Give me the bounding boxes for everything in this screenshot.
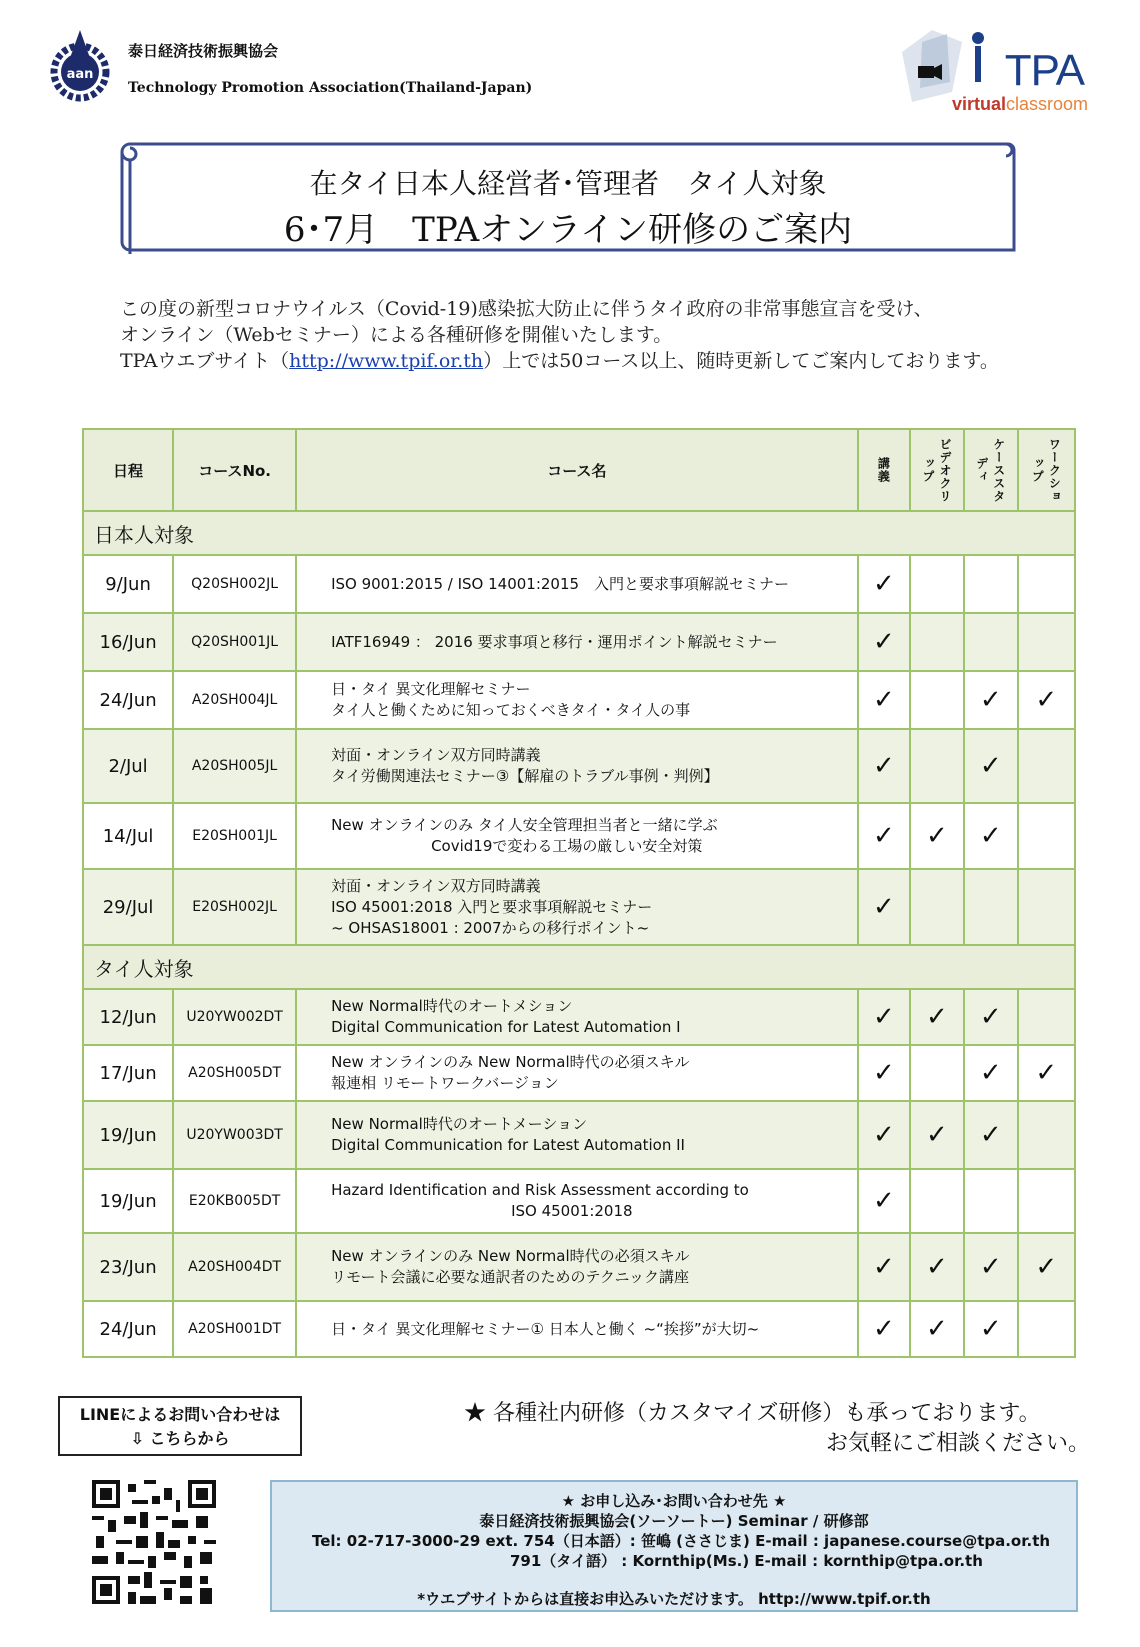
cell-course-name xyxy=(296,1301,858,1357)
logo-text: aan xyxy=(66,67,94,82)
org-name-english: Technology Promotion Association(Thailand-Japan) xyxy=(128,80,533,96)
line-inquiry-label: LINEによるお問い合わせは xyxy=(79,1405,281,1424)
course-name-line: 対面・オンライン双方同時講義 xyxy=(331,746,541,764)
cell-workshop xyxy=(1018,613,1075,671)
cell-video xyxy=(910,671,964,729)
cell-course-no: Q20SH002JL xyxy=(173,555,296,613)
cell-course-no: A20SH004DT xyxy=(173,1233,296,1301)
cell-case: ✓ xyxy=(964,729,1018,803)
cell-course-name xyxy=(296,1101,858,1169)
contact-website-note[interactable]: *ウエブサイトからは直接お申込みいただけます。 http://www.tpif.or.th xyxy=(417,1590,931,1608)
consult-notice: お気軽にご相談ください。 xyxy=(826,1431,1091,1456)
banner-title: 6･7月 TPAオンライン研修のご案内 xyxy=(283,210,853,250)
course-name-line: Hazard Identification and Risk Assessment according to xyxy=(331,1181,749,1199)
cell-course-name xyxy=(296,803,858,869)
title-banner xyxy=(116,138,1020,260)
course-name-line: ~ OHSAS18001 : 2007からの移行ポイント~ xyxy=(331,918,650,937)
cell-lecture: ✓ xyxy=(858,1045,910,1101)
tpa-brand: TPA xyxy=(1004,46,1084,95)
cell-date: 16/Jun xyxy=(83,613,173,671)
cell-workshop xyxy=(1018,1169,1075,1233)
cell-course-no: A20SH005DT xyxy=(173,1045,296,1101)
cell-workshop xyxy=(1018,803,1075,869)
intro-line-3-post: ）上では50コース以上、随時更新してご案内しております。 xyxy=(483,350,999,372)
cell-video xyxy=(910,1169,964,1233)
tpif-website-link[interactable]: http://www.tpif.or.th xyxy=(289,350,484,372)
cell-course-no: E20KB005DT xyxy=(173,1169,296,1233)
cell-case xyxy=(964,613,1018,671)
cell-lecture: ✓ xyxy=(858,613,910,671)
cell-case: ✓ xyxy=(964,803,1018,869)
header-case-study: ケーススタディ xyxy=(964,429,1018,511)
course-name-line: New Normal時代のオートメション xyxy=(331,997,573,1015)
section-thai xyxy=(83,945,1075,989)
course-name-line: IATF16949 ： 2016 要求事項と移行・運用ポイント解説セミナー xyxy=(331,632,778,651)
table-row xyxy=(83,1045,1075,1101)
cell-case: ✓ xyxy=(964,1301,1018,1357)
course-name-line: 日・タイ 異文化理解セミナー xyxy=(331,680,531,698)
cell-course-no: U20YW003DT xyxy=(173,1101,296,1169)
intro-line-3 xyxy=(120,348,1080,374)
cell-course-no: A20SH001DT xyxy=(173,1301,296,1357)
cell-case: ✓ xyxy=(964,671,1018,729)
cell-course-name xyxy=(296,729,858,803)
cell-case: ✓ xyxy=(964,1101,1018,1169)
course-name-line: Digital Communication for Latest Automation II xyxy=(331,1136,685,1154)
table-row xyxy=(83,613,1075,671)
line-inquiry-box[interactable] xyxy=(58,1396,302,1456)
line-qr-code-icon[interactable] xyxy=(92,1480,216,1604)
table-row xyxy=(83,1101,1075,1169)
cell-course-no: Q20SH001JL xyxy=(173,613,296,671)
section-label: 日本人対象 xyxy=(83,511,1075,555)
cell-video xyxy=(910,729,964,803)
header-course-no: コースNo. xyxy=(173,429,296,511)
course-name-line: タイ労働関連法セミナー③【解雇のトラブル事例・判例】 xyxy=(331,767,719,785)
cell-course-no: A20SH004JL xyxy=(173,671,296,729)
custom-training-notice: ★ 各種社内研修（カスタマイズ研修）も承っております。 xyxy=(464,1401,1041,1426)
section-label: タイ人対象 xyxy=(83,945,1075,989)
cell-lecture: ✓ xyxy=(858,1301,910,1357)
virtual-text: virtual xyxy=(951,94,1006,114)
cell-lecture: ✓ xyxy=(858,989,910,1045)
cell-course-no: U20YW002DT xyxy=(173,989,296,1045)
cell-course-name xyxy=(296,1233,858,1301)
course-name-line: New オンラインのみ New Normal時代の必須スキル xyxy=(331,1247,690,1265)
cell-date: 23/Jun xyxy=(83,1233,173,1301)
course-name-line: New オンラインのみ New Normal時代の必須スキル xyxy=(331,1053,690,1071)
course-name-line: 日・タイ 異文化理解セミナー① 日本人と働く ~“挨拶”が大切~ xyxy=(331,1319,760,1338)
cell-date: 12/Jun xyxy=(83,989,173,1045)
course-name-line: ISO 9001:2015 / ISO 14001:2015 入門と要求事項解説セミナー xyxy=(331,574,790,593)
cell-lecture: ✓ xyxy=(858,1233,910,1301)
cell-workshop xyxy=(1018,1101,1075,1169)
cell-date: 17/Jun xyxy=(83,1045,173,1101)
cell-date: 19/Jun xyxy=(83,1169,173,1233)
cell-date: 24/Jun xyxy=(83,671,173,729)
cell-date: 19/Jun xyxy=(83,1101,173,1169)
cell-lecture: ✓ xyxy=(858,869,910,945)
header-date: 日程 xyxy=(83,429,173,511)
tpa-virtual-classroom-logo xyxy=(892,22,1092,118)
cell-course-no: E20SH001JL xyxy=(173,803,296,869)
cell-lecture: ✓ xyxy=(858,1101,910,1169)
cell-lecture: ✓ xyxy=(858,1169,910,1233)
contact-title: ★ お申し込み･お問い合わせ先 ★ xyxy=(561,1492,787,1510)
cell-date: 9/Jun xyxy=(83,555,173,613)
table-row xyxy=(83,555,1075,613)
cell-case xyxy=(964,869,1018,945)
cell-lecture: ✓ xyxy=(858,671,910,729)
cell-video xyxy=(910,613,964,671)
cell-video: ✓ xyxy=(910,1233,964,1301)
intro-line-2: オンライン（Webセミナー）による各種研修を開催いたします。 xyxy=(120,324,673,346)
header-course-name: コース名 xyxy=(296,429,858,511)
cell-date: 29/Jul xyxy=(83,869,173,945)
cell-course-name xyxy=(296,1045,858,1101)
course-name-line: ISO 45001:2018 入門と要求事項解説セミナー xyxy=(331,897,653,916)
table-row xyxy=(83,869,1075,945)
cell-date: 14/Jul xyxy=(83,803,173,869)
contact-tel-japanese: Tel: 02-717-3000-29 ext. 754（日本語）: 笹嶋 (ささじま) E-mail : japanese.course@tpa.or.th xyxy=(312,1532,1051,1550)
cell-course-name xyxy=(296,555,858,613)
cell-course-name xyxy=(296,613,858,671)
course-name-line: 報連相 リモートワークバージョン xyxy=(331,1074,559,1092)
course-name-line: New オンラインのみ タイ人安全管理担当者と一緒に学ぶ xyxy=(331,816,718,834)
cell-video: ✓ xyxy=(910,989,964,1045)
cell-workshop: ✓ xyxy=(1018,671,1075,729)
cell-course-name xyxy=(296,671,858,729)
contact-tel-thai: 791（タイ語） : Kornthip(Ms.) E-mail : kornthip@tpa.or.th xyxy=(510,1552,983,1570)
intro-text xyxy=(120,296,1080,374)
header-workshop: ワークショップ xyxy=(1018,429,1075,511)
cell-course-no: E20SH002JL xyxy=(173,869,296,945)
cell-lecture: ✓ xyxy=(858,555,910,613)
cell-video xyxy=(910,1045,964,1101)
course-name-line: タイ人と働くために知っておくべきタイ・タイ人の事 xyxy=(331,701,691,719)
course-name-line: リモート会議に必要な通訳者のためのテクニック講座 xyxy=(331,1268,689,1286)
table-header-row xyxy=(83,429,1075,511)
cell-course-name xyxy=(296,989,858,1045)
cell-video xyxy=(910,869,964,945)
cell-workshop xyxy=(1018,869,1075,945)
cell-lecture: ✓ xyxy=(858,729,910,803)
cell-date: 24/Jun xyxy=(83,1301,173,1357)
table-row xyxy=(83,803,1075,869)
table-row xyxy=(83,671,1075,729)
intro-line-3-pre: TPAウエブサイト（ xyxy=(120,350,290,372)
intro-line-1: この度の新型コロナウイルス（Covid-19)感染拡大防止に伴うタイ政府の非常事態宣言を受け、 xyxy=(120,298,933,320)
table-row xyxy=(83,1169,1075,1233)
table-row xyxy=(83,989,1075,1045)
banner-subtitle: 在タイ日本人経営者･管理者 タイ人対象 xyxy=(309,167,827,200)
section-japanese xyxy=(83,511,1075,555)
cell-lecture: ✓ xyxy=(858,803,910,869)
cell-case: ✓ xyxy=(964,989,1018,1045)
contact-org: 泰日経済技術振興協会(ソーソートー) Seminar / 研修部 xyxy=(479,1512,869,1530)
cell-case xyxy=(964,555,1018,613)
table-row xyxy=(83,729,1075,803)
cell-video: ✓ xyxy=(910,1101,964,1169)
cell-case: ✓ xyxy=(964,1233,1018,1301)
org-name-japanese: 泰日経済技術振興協会 xyxy=(128,42,279,60)
cell-date: 2/Jul xyxy=(83,729,173,803)
course-name-line: 対面・オンライン双方同時講義 xyxy=(331,876,541,895)
course-schedule-table xyxy=(82,428,1076,1358)
line-inquiry-arrow: ⇩ こちらから xyxy=(130,1429,230,1448)
course-name-line: ISO 45001:2018 xyxy=(511,1202,633,1220)
cell-workshop xyxy=(1018,729,1075,803)
course-name-line: Covid19で変わる工場の厳しい安全対策 xyxy=(431,837,703,855)
cell-video: ✓ xyxy=(910,1301,964,1357)
table-row xyxy=(83,1301,1075,1357)
cell-course-no: A20SH005JL xyxy=(173,729,296,803)
cell-case: ✓ xyxy=(964,1045,1018,1101)
contact-box xyxy=(270,1480,1078,1612)
header-video-clip: ビデオクリップ xyxy=(910,429,964,511)
cell-workshop: ✓ xyxy=(1018,1045,1075,1101)
course-name-line: New Normal時代のオートメーション xyxy=(331,1115,588,1133)
cell-workshop xyxy=(1018,989,1075,1045)
table-row xyxy=(83,1233,1075,1301)
tpa-association-logo xyxy=(48,28,112,104)
cell-video: ✓ xyxy=(910,803,964,869)
cell-course-name xyxy=(296,1169,858,1233)
cell-course-name xyxy=(296,869,858,945)
cell-workshop xyxy=(1018,1301,1075,1357)
cell-case xyxy=(964,1169,1018,1233)
cell-video xyxy=(910,555,964,613)
classroom-text: classroom xyxy=(1005,94,1088,114)
header-lecture: 講義 xyxy=(858,429,910,511)
course-name-line: Digital Communication for Latest Automation I xyxy=(331,1018,681,1036)
cell-workshop xyxy=(1018,555,1075,613)
cell-workshop: ✓ xyxy=(1018,1233,1075,1301)
